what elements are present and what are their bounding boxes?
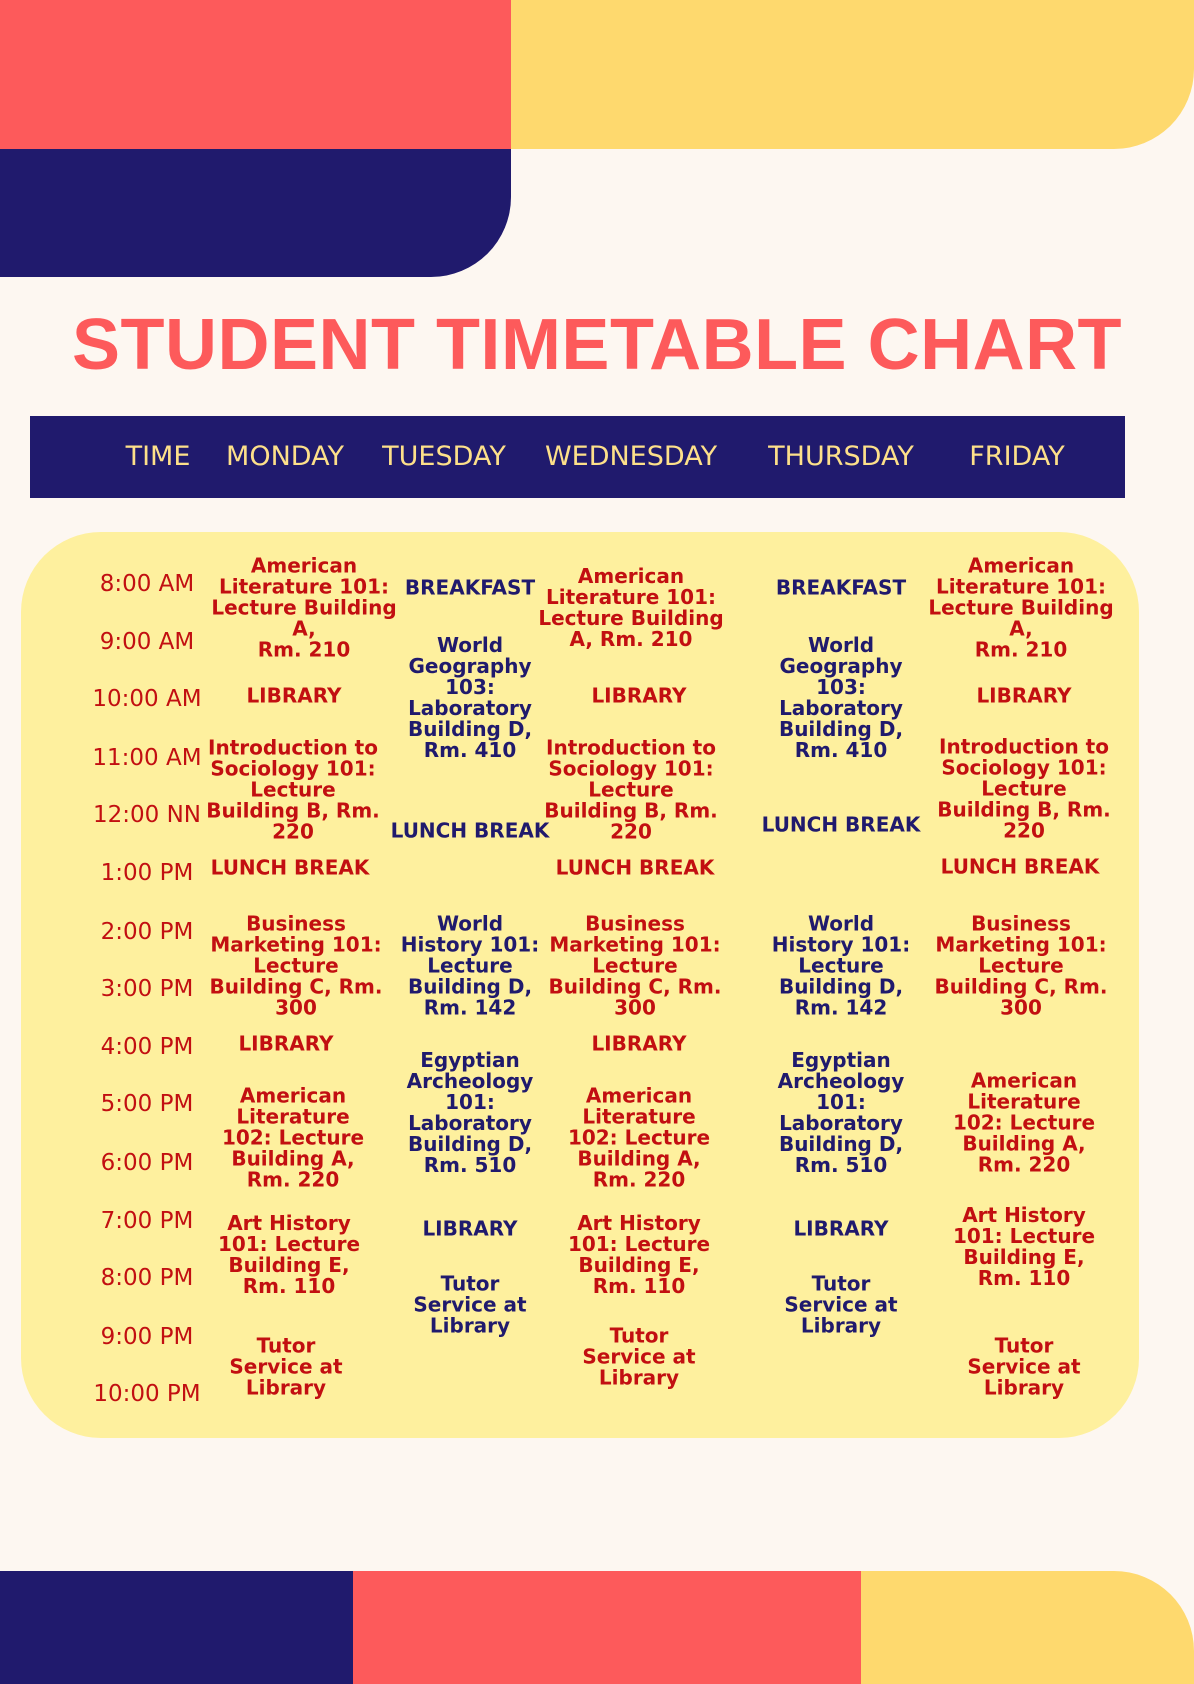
friday-event: American Literature 102: Lecture Building A, Rm. 220 — [952, 1068, 1096, 1177]
friday-event: LIBRARY — [976, 683, 1072, 708]
wednesday-event: Art History 101: Lecture Building E, Rm. 110 — [567, 1211, 711, 1298]
tuesday-event: LUNCH BREAK — [390, 818, 550, 843]
header-tuesday: TUESDAY — [382, 441, 506, 472]
monday-event: LIBRARY — [246, 683, 342, 708]
time-slot: 9:00 PM — [100, 1324, 194, 1350]
wednesday-event: LIBRARY — [591, 1031, 687, 1056]
header-monday: MONDAY — [226, 441, 344, 472]
thursday-event: LUNCH BREAK — [761, 812, 921, 837]
time-slot: 10:00 PM — [93, 1381, 201, 1407]
time-slot: 9:00 AM — [99, 629, 195, 655]
friday-event: American Literature 101: Lecture Building A, Rm. 210 — [928, 553, 1114, 662]
wednesday-event: Introduction to Sociology 101: Lecture Building B, Rm. 220 — [544, 735, 718, 844]
wednesday-event: LUNCH BREAK — [555, 855, 715, 880]
time-slot: 12:00 NN — [92, 802, 201, 828]
thursday-event: Egyptian Archeology 101: Laboratory Building D, Rm. 510 — [777, 1048, 905, 1177]
wednesday-event: American Literature 102: Lecture Building A, Rm. 220 — [567, 1083, 711, 1192]
monday-event: LUNCH BREAK — [210, 855, 370, 880]
wednesday-event: American Literature 101: Lecture Building A, Rm. 210 — [538, 564, 724, 651]
header-time: TIME — [125, 441, 191, 472]
time-slot: 10:00 AM — [92, 686, 202, 712]
wednesday-event: LIBRARY — [591, 683, 687, 708]
time-slot: 6:00 PM — [100, 1150, 194, 1176]
header-bar — [30, 416, 1125, 498]
monday-event: Art History 101: Lecture Building E, Rm. 110 — [217, 1211, 361, 1298]
monday-event: American Literature 101: Lecture Building A, Rm. 210 — [211, 553, 397, 662]
tuesday-event: World Geography 103: Laboratory Building D, Rm. 410 — [407, 633, 533, 762]
monday-event: Introduction to Sociology 101: Lecture Building B, Rm. 220 — [206, 735, 380, 844]
bottom-yellow-block — [861, 1571, 1194, 1684]
tuesday-event: LIBRARY — [422, 1216, 518, 1241]
tuesday-event: Egyptian Archeology 101: Laboratory Building D, Rm. 510 — [406, 1048, 534, 1177]
header-friday: FRIDAY — [969, 441, 1065, 472]
thursday-event: World Geography 103: Laboratory Building D, Rm. 410 — [778, 633, 904, 762]
thursday-event: Tutor Service at Library — [784, 1271, 898, 1338]
bottom-navy-block — [0, 1571, 353, 1684]
time-slot: 3:00 PM — [100, 976, 194, 1002]
wednesday-event: Tutor Service at Library — [582, 1323, 696, 1390]
bottom-coral-block — [353, 1571, 861, 1684]
tuesday-event: BREAKFAST — [404, 575, 536, 600]
time-slot: 7:00 PM — [100, 1208, 194, 1234]
friday-event: Tutor Service at Library — [967, 1333, 1081, 1400]
header-wednesday: WEDNESDAY — [544, 441, 718, 472]
time-slot: 2:00 PM — [100, 919, 194, 945]
tuesday-event: World History 101: Lecture Building D, Rm. 142 — [400, 911, 540, 1020]
time-slot: 11:00 AM — [92, 745, 202, 771]
tuesday-event: Tutor Service at Library — [413, 1271, 527, 1338]
top-left-navy-block — [0, 149, 511, 277]
monday-event: American Literature 102: Lecture Building A, Rm. 220 — [221, 1083, 365, 1192]
friday-event: Art History 101: Lecture Building E, Rm. 110 — [952, 1203, 1096, 1290]
header-thursday: THURSDAY — [768, 441, 914, 472]
time-slot: 4:00 PM — [100, 1034, 194, 1060]
monday-event: Business Marketing 101: Lecture Building C, Rm. 300 — [209, 911, 383, 1020]
friday-event: Introduction to Sociology 101: Lecture Building B, Rm. 220 — [937, 734, 1111, 843]
friday-event: LUNCH BREAK — [940, 854, 1100, 879]
wednesday-event: Business Marketing 101: Lecture Building C, Rm. 300 — [548, 911, 722, 1020]
monday-event: Tutor Service at Library — [229, 1333, 343, 1400]
thursday-event: World History 101: Lecture Building D, Rm. 142 — [771, 911, 911, 1020]
time-slot: 8:00 PM — [100, 1265, 194, 1291]
page-title: STUDENT TIMETABLE CHART — [71, 305, 1123, 385]
thursday-event: LIBRARY — [793, 1216, 889, 1241]
top-left-coral-block — [0, 0, 511, 149]
time-slot: 5:00 PM — [100, 1091, 194, 1117]
top-right-yellow-block — [511, 0, 1194, 149]
time-slot: 8:00 AM — [99, 571, 195, 597]
thursday-event: BREAKFAST — [775, 575, 907, 600]
time-slot: 1:00 PM — [100, 860, 194, 886]
monday-event: LIBRARY — [238, 1031, 334, 1056]
friday-event: Business Marketing 101: Lecture Building C, Rm. 300 — [934, 911, 1108, 1020]
